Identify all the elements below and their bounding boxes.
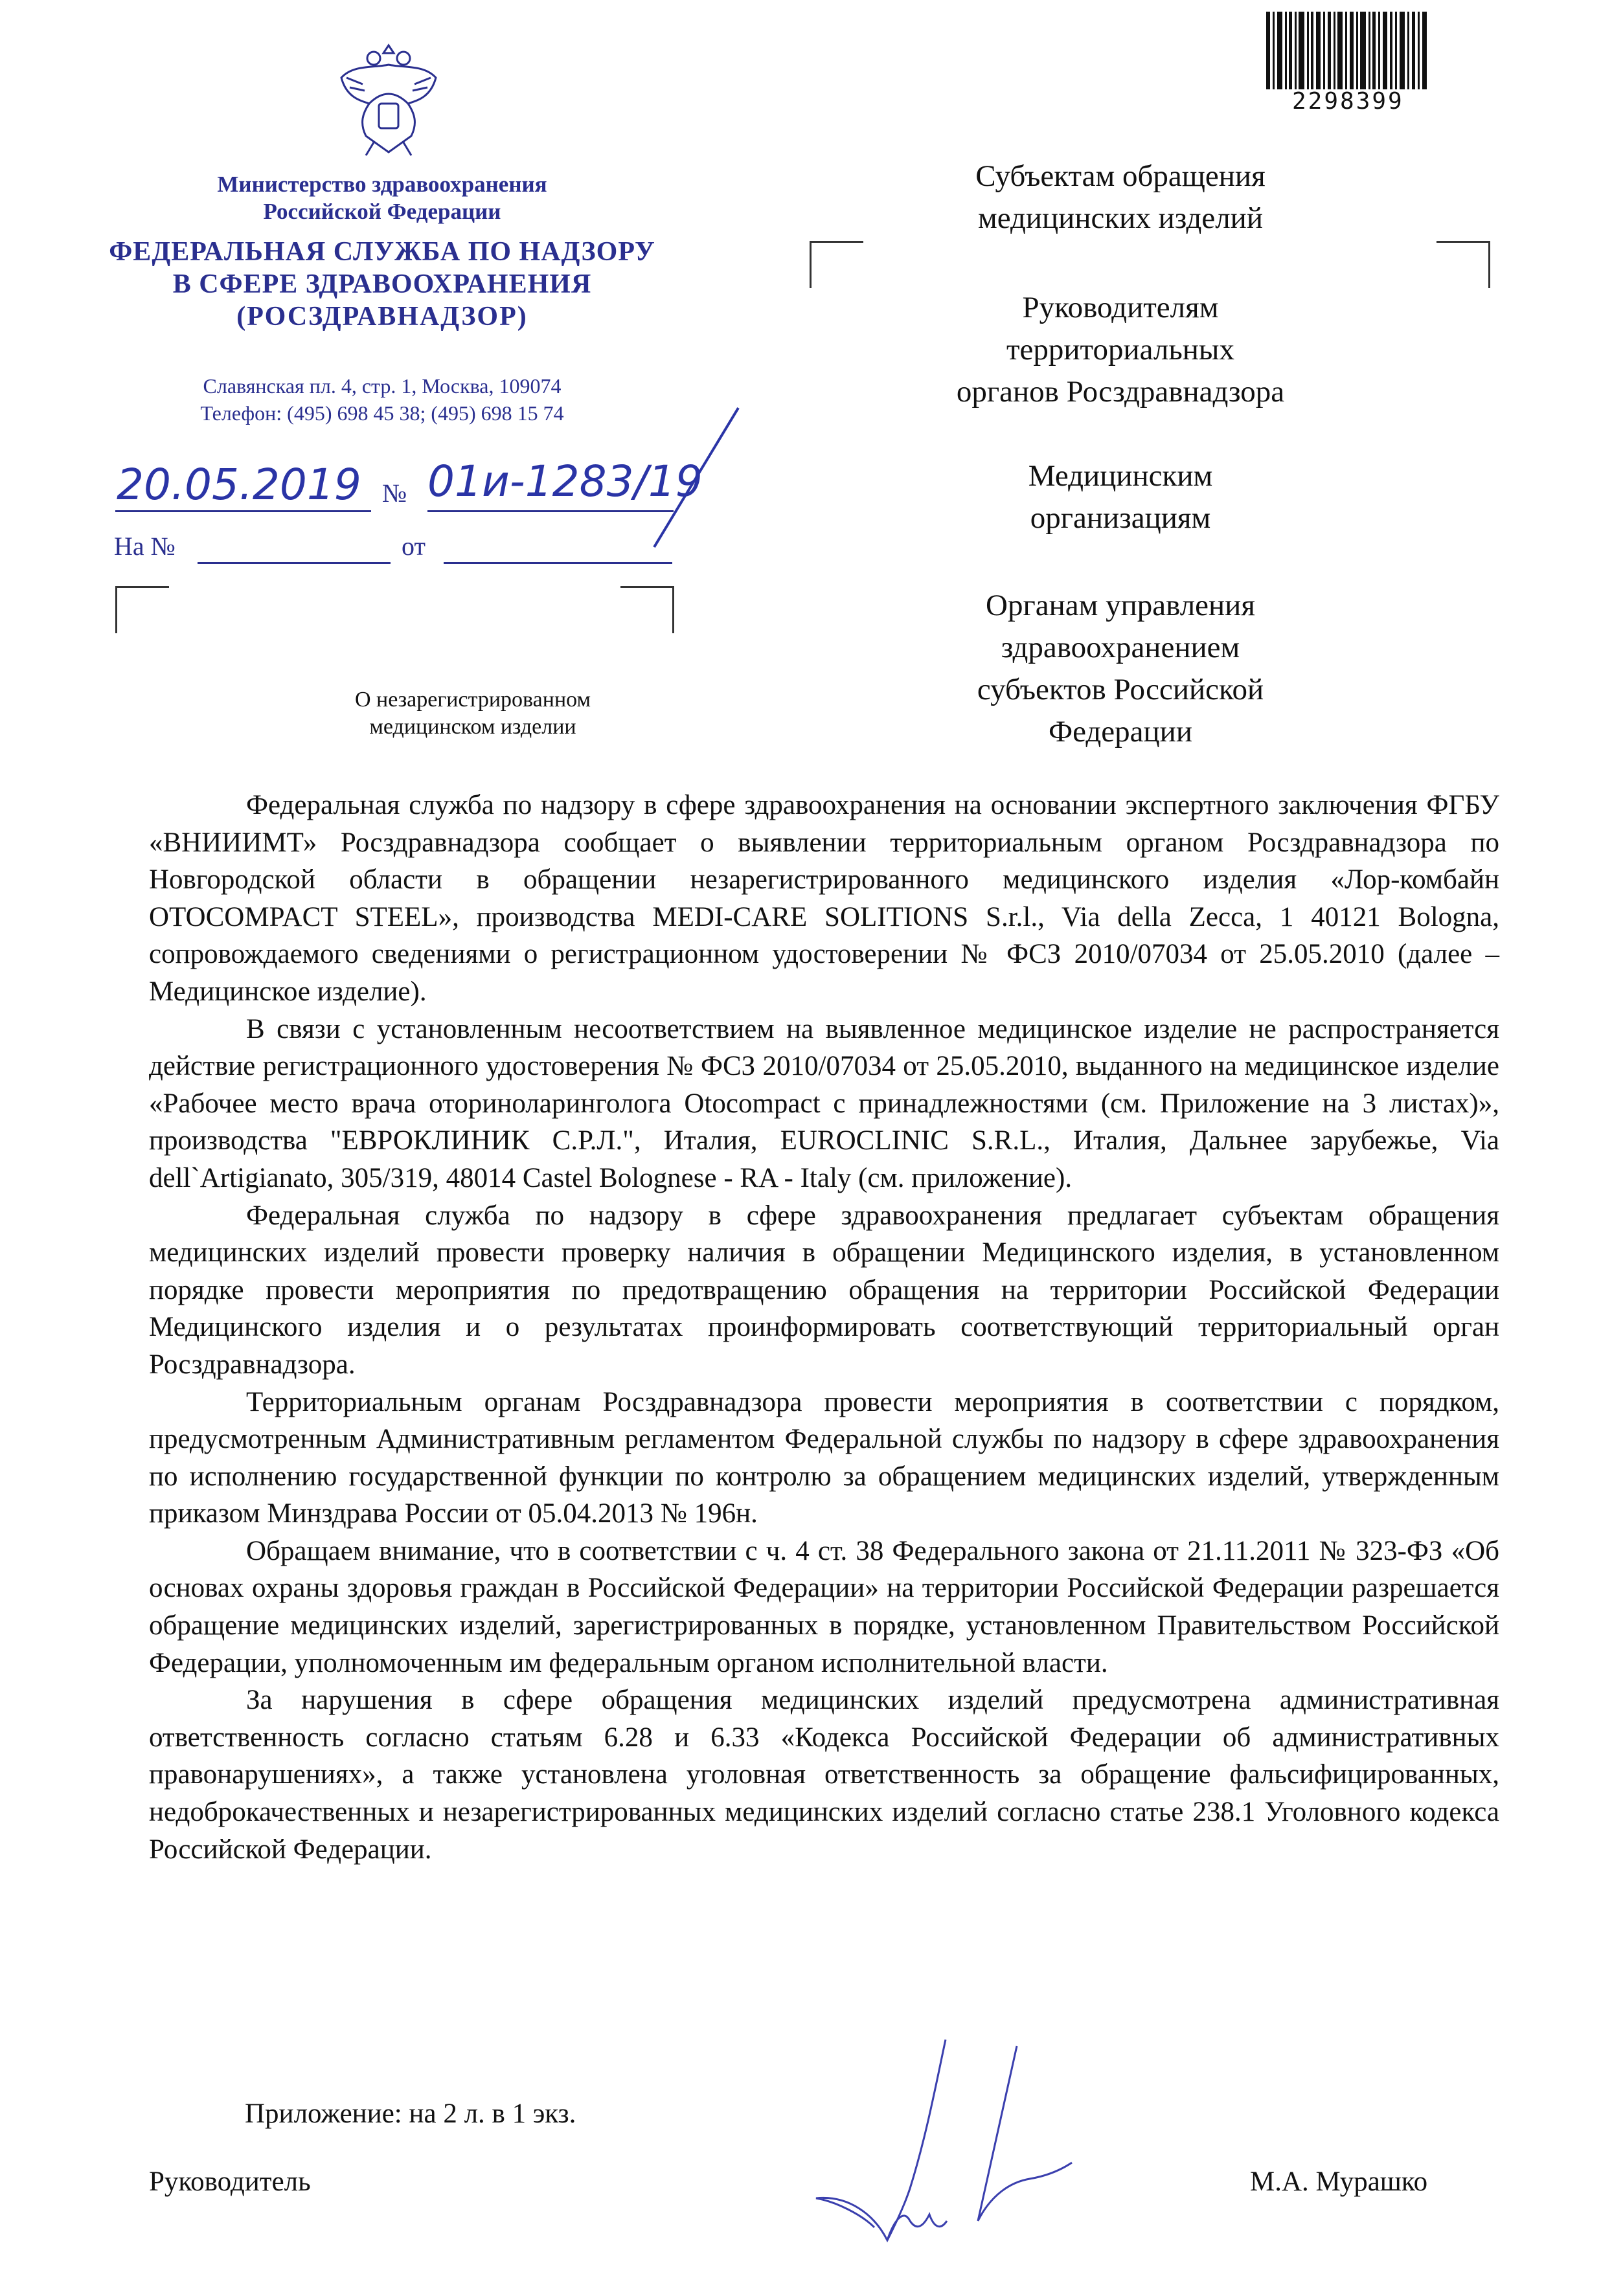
recipient-block [855,455,1386,539]
recipient-block [855,155,1386,240]
recipient-line: организациям [1030,501,1211,535]
number-underline [427,510,674,512]
from-underline [444,562,672,564]
recipient-line: Медицинским [1028,459,1213,493]
corner-mark [810,241,863,288]
recipient-line: органов Росздравнадзора [956,375,1285,409]
body-paragraph: В связи с установленным несоответствием на выявленное медицинское изделие не распространяется действие регистрационного удостоверения № ФСЗ 2010/07034 от 25.05.2010, выданного на медицинское изделие «Рабочее место врача оториноларинголога Otocompact с принадлежностями (см. Приложение на 3 листах)», производства "ЕВРОКЛИНИК С.Р.Л.", Италия, EUROCLINIC S.R.L., Италия, Дальнее зарубежье, Via dell`Artigianato, 305/319, 48014 Castel Bolognese - RA - Italy (см. приложение). [149,1013,1499,1193]
handwritten-signature [797,2033,1075,2247]
signer-title: Руководитель [149,2167,311,2197]
service-name-line1: ФЕДЕРАЛЬНАЯ СЛУЖБА ПО НАДЗОРУ [109,237,655,267]
in-reply-underline [198,562,391,564]
corner-mark [1436,241,1490,288]
recipient-block [855,585,1386,753]
body-paragraph: Федеральная служба по надзору в сфере здравоохранения на основании экспертного заключения ФГБУ «ВНИИИМТ» Росздравнадзора сообщает о выявлении территориальным органом Росздравнадзора по Новгородской области в обращении незарегистрированного медицинского изделия «Лор-комбайн OTOCOMPACT STEEL», производства MEDI-CARE SOLITIONS S.r.l., Via della Zecca, 1 40121 Bologna, сопровождаемого сведениями о регистрационном удостоверении № ФСЗ 2010/07034 от 25.05.2010 (далее – Медицинское изделие). [149,790,1499,1007]
phone-line: Телефон: (495) 698 45 38; (495) 698 15 74 [200,401,564,425]
recipient-line: Федерации [1049,715,1192,748]
number-label: № [382,478,407,508]
ministry-name-line1: Министерство здравоохранения [217,172,547,197]
barcode-icon [1266,12,1428,89]
date-underline [115,510,371,512]
signer-name: М.А. Мурашко [1250,2167,1428,2197]
recipient-line: здравоохранением [1001,631,1240,664]
recipient-line: субъектов Российской [977,673,1264,706]
letter-body [149,787,1499,1868]
appendix-note: Приложение: на 2 л. в 1 экз. [245,2099,576,2129]
address-line: Славянская пл. 4, стр. 1, Москва, 109074 [203,374,562,398]
corner-mark [620,586,674,633]
recipient-line: Субъектам обращения [975,159,1266,193]
handwritten-slash-mark [641,401,751,550]
recipient-line: территориальных [1006,333,1235,366]
letter-subject [278,686,667,741]
recipient-line: Органам управления [986,589,1255,622]
body-paragraph: Обращаем внимание, что в соответствии с ч. 4 ст. 38 Федерального закона от 21.11.2011 № 323-ФЗ «Об основах охраны здоровья граждан в Российской Федерации» на территории Российской Федерации разрешается обращение медицинских изделий, зарегистрированных в порядке, установленном Правительством Российской Федерации, уполномоченным им федеральным органом исполнительной власти. [149,1535,1499,1678]
recipient-block [855,287,1386,413]
emblem-icon [334,39,444,162]
recipient-line: Руководителям [1022,291,1219,324]
recipient-line: медицинских изделий [977,201,1263,235]
barcode-number: 2298399 [1292,88,1404,115]
document-date: 20.05.2019 [117,460,361,510]
subject-line1: О незарегистрированном [354,688,591,712]
body-paragraph: Федеральная служба по надзору в сфере здравоохранения предлагает субъектам обращения медицинских изделий провести проверку наличия в обращении Медицинского изделия, в установленном порядке провести мероприятия по предотвращению обращения на территории Российской Федерации Медицинского изделия и о результатах проинформировать соответствующий территориальный орган Росздравнадзора. [149,1200,1499,1380]
service-name-line2: В СФЕРЕ ЗДРАВООХРАНЕНИЯ [172,269,592,299]
ministry-name-line2: Российской Федерации [263,199,501,224]
subject-line2: медицинском изделии [369,715,576,739]
corner-mark [115,586,169,633]
body-paragraph: Территориальным органам Росздравнадзора провести мероприятия в соответствии с порядком, предусмотренным Административным регламентом Федеральной службы по надзору в сфере здравоохранения по исполнению государственной функции по контролю за обращением медицинских изделий, утвержденным приказом Минздрава России от 05.04.2013 № 196н. [149,1386,1499,1529]
in-reply-label: На № [114,532,176,561]
from-label: от [402,532,426,561]
service-name-line3: (РОСЗДРАВНАДЗОР) [236,302,528,332]
document-number: 01и-1283/19 [427,456,703,506]
body-paragraph: За нарушения в сфере обращения медицинских изделий предусмотрена административная ответственность согласно статьям 6.28 и 6.33 «Кодекса Российской Федерации об административных правонарушениях», а также установлена уголовная ответственность за обращение фальсифицированных, недоброкачественных и незарегистрированных медицинских изделий согласно статье 238.1 Уголовного кодекса Российской Федерации. [149,1685,1499,1865]
